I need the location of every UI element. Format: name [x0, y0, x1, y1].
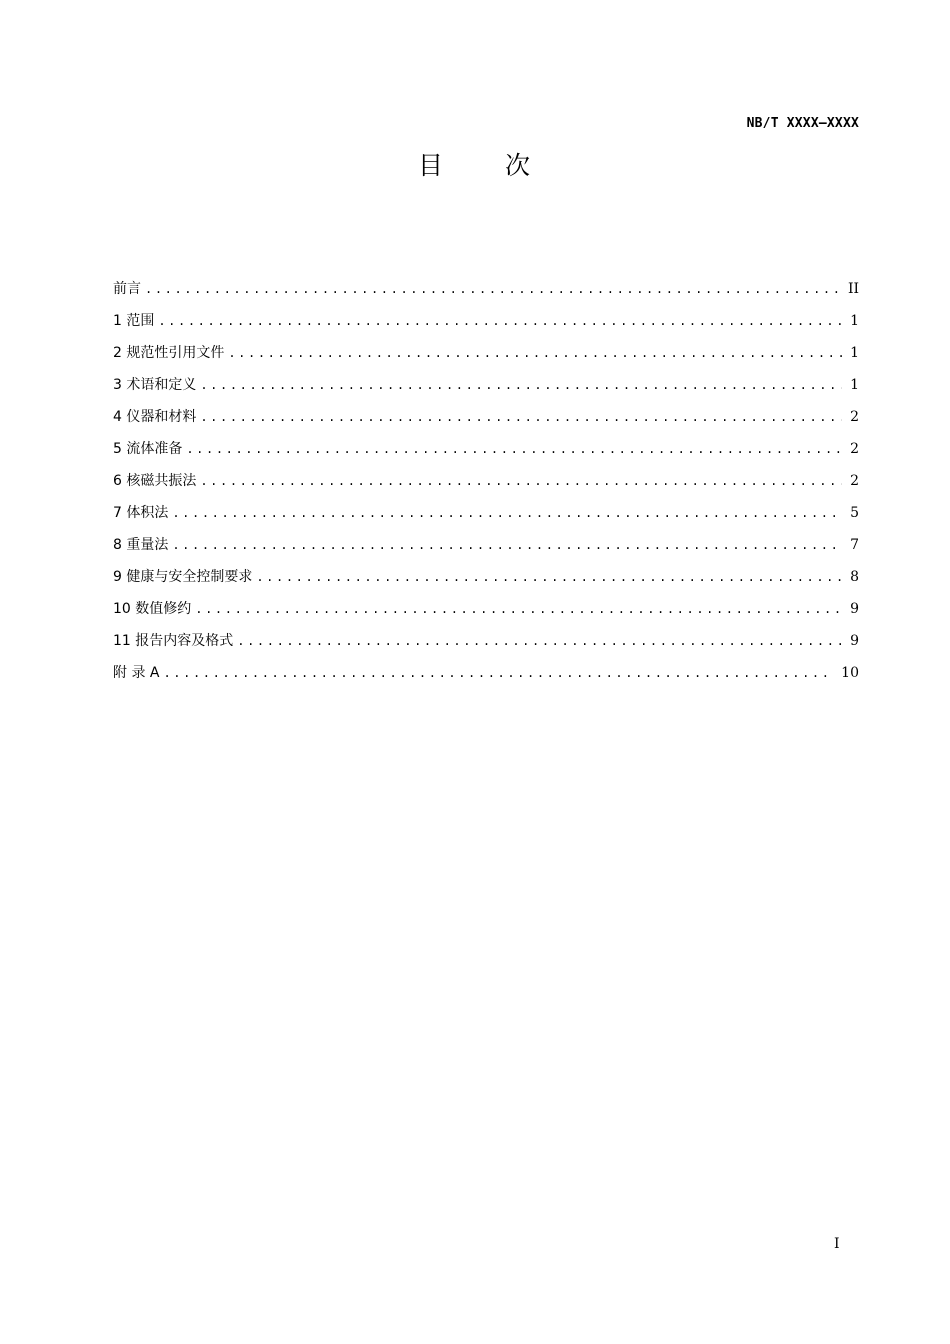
toc-dot-leader	[237, 631, 842, 651]
toc-page-number: 2	[850, 473, 859, 489]
toc-entry-label: 6 核磁共振法	[113, 473, 197, 489]
toc-entry-label: 10 数值修约	[113, 601, 192, 617]
toc-entry-7[interactable]	[113, 503, 859, 535]
toc-dot-leader	[200, 471, 842, 491]
toc-entry-label: 9 健康与安全控制要求	[113, 569, 253, 585]
toc-entry-label: 4 仪器和材料	[113, 409, 197, 425]
toc-dot-leader	[256, 567, 842, 587]
toc-entry-4[interactable]	[113, 407, 859, 439]
toc-dot-leader	[145, 279, 840, 299]
toc-dot-leader	[186, 439, 842, 459]
page-title	[0, 146, 950, 182]
toc-entry-appendix-a[interactable]	[113, 663, 859, 695]
toc-page-number: 5	[850, 505, 859, 521]
toc-page-number: 7	[850, 537, 859, 553]
toc-entry-5[interactable]	[113, 439, 859, 471]
toc-entry-foreword[interactable]	[113, 279, 859, 311]
toc-dot-leader	[172, 503, 842, 523]
toc-page-number: 2	[850, 409, 859, 425]
toc-dot-leader	[158, 311, 842, 331]
toc-entry-label: 附 录 A	[113, 665, 160, 681]
toc-entry-6[interactable]	[113, 471, 859, 503]
toc-entry-11[interactable]	[113, 631, 859, 663]
toc-entry-1[interactable]	[113, 311, 859, 343]
toc-dot-leader	[228, 343, 842, 363]
footer-page-number: I	[834, 1236, 840, 1252]
toc-dot-leader	[200, 375, 842, 395]
toc-entry-2[interactable]	[113, 343, 859, 375]
toc-page-number: 9	[850, 633, 859, 649]
toc-dot-leader	[172, 535, 842, 555]
document-code: NB/T XXXX—XXXX	[746, 116, 859, 131]
toc-dot-leader	[195, 599, 842, 619]
toc-page-number: 1	[850, 313, 859, 329]
toc-entry-label: 11 报告内容及格式	[113, 633, 234, 649]
toc-entry-label: 2 规范性引用文件	[113, 345, 225, 361]
toc-entry-label: 8 重量法	[113, 537, 169, 553]
toc-entry-label: 5 流体准备	[113, 441, 183, 457]
title-part-2: 次	[505, 151, 533, 180]
toc-page-number: 2	[850, 441, 859, 457]
table-of-contents	[113, 279, 859, 695]
title-part-1: 目	[417, 151, 445, 180]
toc-entry-10[interactable]	[113, 599, 859, 631]
toc-entry-label: 前言	[113, 281, 141, 297]
toc-page-number: 1	[850, 377, 859, 393]
toc-dot-leader	[163, 663, 833, 683]
toc-entry-9[interactable]	[113, 567, 859, 599]
toc-page-number: II	[847, 281, 859, 297]
toc-entry-8[interactable]	[113, 535, 859, 567]
toc-page-number: 1	[850, 345, 859, 361]
toc-entry-label: 1 范围	[113, 313, 155, 329]
toc-entry-label: 3 术语和定义	[113, 377, 197, 393]
toc-page-number: 8	[850, 569, 859, 585]
toc-dot-leader	[200, 407, 842, 427]
toc-page-number: 9	[850, 601, 859, 617]
toc-entry-label: 7 体积法	[113, 505, 169, 521]
toc-entry-3[interactable]	[113, 375, 859, 407]
toc-page-number: 10	[841, 665, 859, 681]
